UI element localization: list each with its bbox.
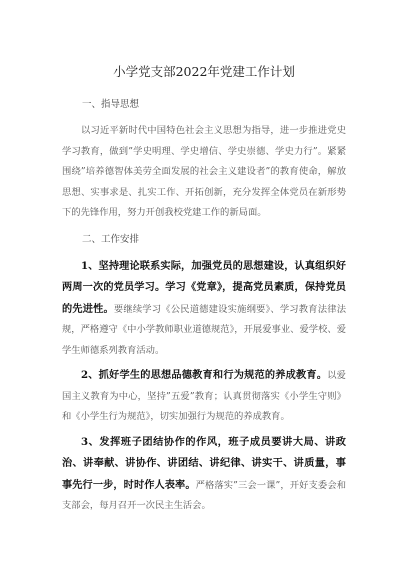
work-item-3 <box>62 432 346 517</box>
work-item-3-bold: 3、发挥班子团结协作的作风，班子成员要讲大局、讲政治、讲奉献、讲协作、讲团结、讲纪律、讲实干、讲质量，事事先行一步，时时作人表率。 <box>62 435 346 491</box>
section-heading-work-arrangement: 二、工作安排 <box>82 233 140 245</box>
work-item-3-text: 严格落实”三会一课”，开好支委会和支部会，每月召开一次民主生活会。 <box>62 479 346 511</box>
work-item-1-bold: 1、坚持理论联系实际，加强党员的思想建设，认真组织好两周一次的党员学习。学习《党章》，提高党员素质，保持党员的先进性。 <box>62 259 346 315</box>
guiding-ideology-paragraph: 以习近平新时代中国特色社会主义思想为指导，进一步推进党史学习教育，做到”学史明理、学史增信、学史崇德、学史力行”。紧紧围绕”培养德智体美劳全面发展的社会主义建设者”的教育使命，解放思想、实事求是、扎实工作、开拓创新，充分发挥全体党员在新形势下的先锋作用，努力开创我校党建工作的新局面。 <box>62 125 346 218</box>
work-item-2-bold: 2、抓好学生的思想品德教育和行为规范的养成教育。 <box>81 369 328 381</box>
work-item-2-text: 以爱国主义教育为中心，坚持”五爱”教育；认真贯彻落实《小学生守则》和《小学生行为规范》，切实加强行为规范的养成教育。 <box>62 370 346 422</box>
document-title: 小学党支部2022年党建工作计划 <box>113 64 295 79</box>
work-item-1 <box>62 256 346 362</box>
work-item-2 <box>62 365 346 428</box>
section-heading-guiding-ideology: 一、指导思想 <box>82 99 140 110</box>
work-item-1-text: 要继续学习《公民道德建设实施纲要》、学习教育法律法规，严格遵守《中小学教师职业道德规范》，开展爱事业、爱学校、爱学生师德系列教育活动。 <box>62 303 347 356</box>
